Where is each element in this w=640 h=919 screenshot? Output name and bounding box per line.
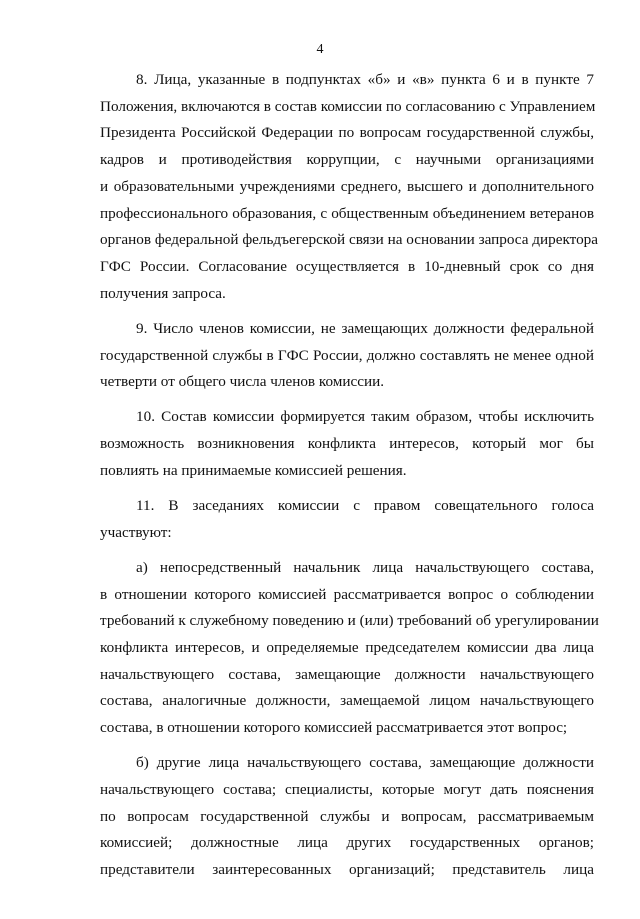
text-line: а) непосредственный начальник лица начальствующего состава, <box>136 558 594 576</box>
subparagraph-b <box>100 750 594 884</box>
text-line: конфликта интересов, и определяемые председателем комиссии два лица <box>100 639 594 657</box>
text-line: повлиять на принимаемые комиссией решения. <box>100 461 407 479</box>
text-line: 9. Число членов комиссии, не замещающих должности федеральной <box>136 319 594 337</box>
text-line: представители заинтересованных организаций; представитель лица <box>100 861 594 879</box>
text-line: Положения, включаются в состав комиссии по согласованию с Управлением <box>100 97 596 115</box>
text-line: б) другие лица начальствующего состава, замещающие должности <box>136 754 594 772</box>
text-line: получения запроса. <box>100 284 226 302</box>
document-body <box>100 67 599 884</box>
text-line: требований к служебному поведению и (или) требований об урегулировании <box>100 612 599 630</box>
paragraph-8 <box>100 67 598 307</box>
text-line: государственной службы в ГФС России, должно составлять не менее одной <box>100 346 594 364</box>
page-number: 4 <box>316 42 324 57</box>
text-line: 10. Состав комиссии формируется таким образом, чтобы исключить <box>136 408 594 426</box>
paragraph-11 <box>100 493 594 546</box>
text-line: состава, аналогичные должности, замещаемой лицом начальствующего <box>100 692 594 710</box>
text-line: 8. Лица, указанные в подпунктах «б» и «в» пункта 6 и в пункте 7 <box>136 71 594 88</box>
text-line: состава, в отношении которого комиссией рассматривается этот вопрос; <box>100 719 568 737</box>
text-line: начальствующего состава; специалисты, которые могут дать пояснения <box>100 781 594 799</box>
text-line: органов федеральной фельдъегерской связи на основании запроса директора <box>100 231 598 249</box>
text-line: 11. В заседаниях комиссии с правом совещательного голоса <box>136 497 594 515</box>
paragraph-9 <box>100 316 594 396</box>
text-line: Президента Российской Федерации по вопросам государственной службы, <box>100 124 594 142</box>
text-line: комиссией; должностные лица других государственных органов; <box>100 834 594 852</box>
text-line: участвуют: <box>100 523 172 541</box>
text-line: в отношении которого комиссией рассматривается вопрос о соблюдении <box>100 585 594 603</box>
subparagraph-a <box>100 555 599 742</box>
text-line: четверти от общего числа членов комиссии. <box>100 373 385 391</box>
text-line: кадров и противодействия коррупции, с научными организациями <box>100 151 594 169</box>
text-line: начальствующего состава, замещающие должности начальствующего <box>100 665 594 683</box>
paragraph-10 <box>100 404 594 484</box>
text-line: профессионального образования, с общественным объединением ветеранов <box>100 204 594 222</box>
text-line: возможность возникновения конфликта интересов, который мог бы <box>100 435 594 453</box>
text-line: по вопросам государственной службы и вопросам, рассматриваемым <box>100 807 594 825</box>
text-line: и образовательными учреждениями среднего, высшего и дополнительного <box>100 177 594 195</box>
text-line: ГФС России. Согласование осуществляется в 10-дневный срок со дня <box>100 257 594 275</box>
